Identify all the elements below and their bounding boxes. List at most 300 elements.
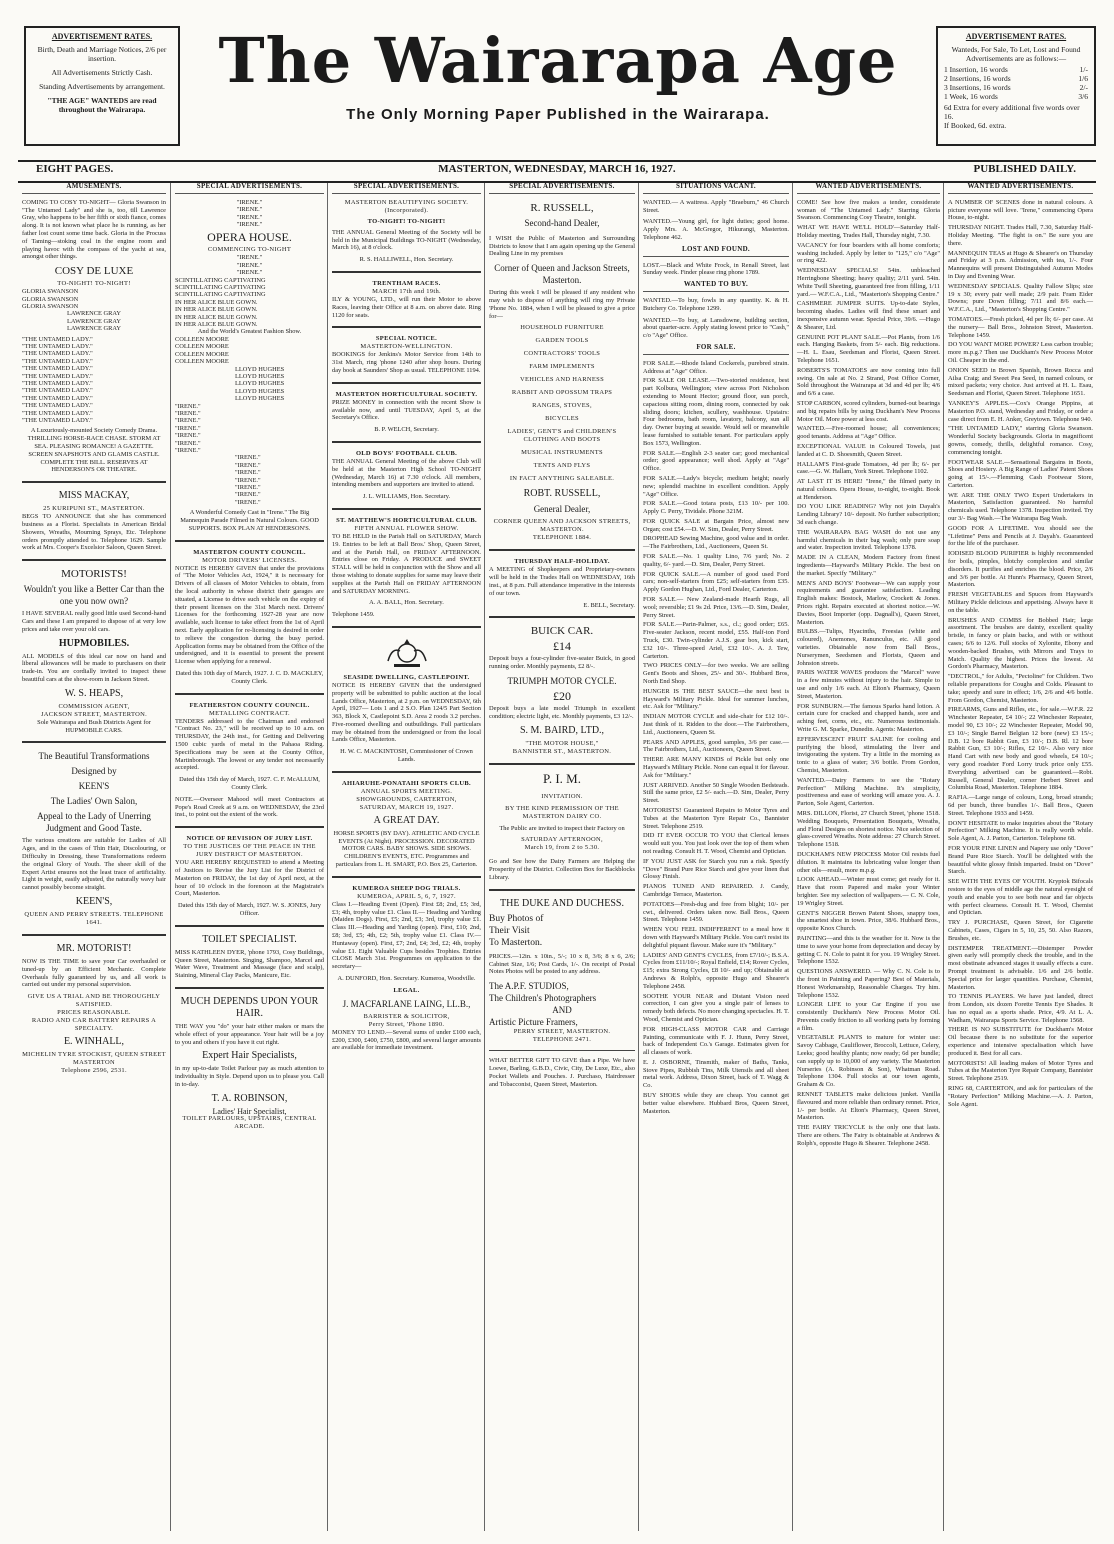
colleen-line: COLLEEN MOORE [175,335,229,343]
wanted-item: TOMATOES.—Fresh picked, 4d per lb; 6/- per case. At the nursery— Ball Bros., Johnston Street, Masterton. Telephone 1459. [948,315,1093,339]
thursday-heading: THURSDAY HALF-HOLIDAY. [514,558,610,566]
motorist2-body: NOW IS THE TIME to save your Car overhauled or tuned-up by an Efficient Mechanic. Complete Overhauls fully guaranteed by us, and all work is carried out under my personal supervision. [22,958,166,989]
wanted-item: "DECTROL," for Adults, "Pectoline" for Children. Two reliable preparations for Coughs and Colds. Pleasant to take; speedy and sure in effect; 1/6, 2/6 and 4/6 bottle. From Gordon, Chemist, Masterton. [948,673,1093,704]
heaps-sub: COMMISSION AGENT, [58,702,130,710]
licenses-body: NOTICE IS HEREBY GIVEN that under the provisions of "The Motor Vehicles Act, 1924," it is necessary for Drivers of all classes of Motor Vehicles to obtain, from the local authority in whose district their garages are situated, a License to drive such vehicle on the expiry of their present licenses on the 31st March next. Drivers' Licenses for the forthcoming 1927-28 year are now available, such license to take effect from the 1st of April next. Early application for re-licensing is desired in order to relieve the congestion during the busy period. Application forms may be obtained from the Office of the undersigned, and it is essential to present the present License when applying for a renewal. [175,564,324,666]
stmatthews-heading: ST. MATTHEW'S HORTICULTURAL CLUB. [336,516,477,524]
dairy-date: SATURDAY AFTERNOON, [521,836,603,844]
commencing: COMMENCING TO-NIGHT [207,246,292,254]
for-sale-item: PIANOS TUNED AND REPAIRED. J. Candy, Cambridge Terrace, Masterton. [643,883,789,898]
expert-heading: Expert Hair Specialists, [202,1050,297,1062]
heaps-address: JACKSON STREET, MASTERTON. [40,710,148,718]
for-sale-item: INDIAN MOTOR CYCLE and side-chair for £12 10/-. Just think of it. Ridden to the door.—The Fairbrothers, Ltd., Auctioneers, Queen St. [643,713,789,736]
metalling-body: TENDERS addressed to the Chairman and endorsed "Contract No. 23," will be received up to 10 a.m. on THURSDAY, the 24th inst., for Getting and Delivering 1500 cubic yards of metal in the Pahaoa Riding. Specifications may be seen at the County Office, Martinborough. The lowest or any tender not necessarily accepted. [175,717,324,772]
robinson-address: TOILET PARLOURS, UPSTAIRS, CENTRAL ARCADE. [182,1115,317,1131]
triumph-heading: TRIUMPH MOTOR CYCLE. [507,675,617,686]
hair-heading: MUCH DEPENDS UPON YOUR HAIR. [180,995,319,1019]
for-sale-item: FOR QUICK SALE at Bargain Price, almost new Organ; cost £54.—D. W. Sim, Dealer, Perry Street. [643,517,789,533]
jury-to: TO THE JUSTICES OF THE PEACE IN THE JURY DISTRICT OF MASTERTON. [183,843,316,859]
apf-line: The A.P.F. STUDIOS, [489,981,569,992]
licenses-date: Dated this 10th day of March, 1927. J. C. D. MACKLEY, County Clerk. [175,669,324,685]
wanted-item: MOTORISTS! All leading makes of Motor Tyres and Tubes at the Masterton Tyre Repair Company, Bannister Street. Telephone 2519. [948,1059,1093,1083]
keens-line: The Beautiful Transformations [38,751,150,762]
great-day: A GREAT DAY. [373,814,440,826]
wanted-item: EXCEPTIONAL VALUE in Coloured Towels, just landed at C. D. Shoesmith, Queen Street. [797,442,940,458]
keens-body: The various creations are suitable for Ladies of All Ages, and in the cases of Thin Hair, Discolouring, or Difficulty in Dressing, these Transformations redeem the original Glory of Youth. The sheer skill of the Expert Artist ensures not the least trace of artificiality. Light in weight, easily adjusted, the naturally wavy hair cannot possibly become straight. [22,837,166,892]
wanted-item: GOOD FOR A LIFETIME. You should see the "Lifetime" Pens and Pencils at J. Dayah's. Guaranteed for the life of the purchaser. [948,524,1093,548]
billing-line: "THE UNTAMED LADY." [22,394,93,402]
dairy-body2: Go and See how the Dairy Farmers are Helping the Prosperity of the District. Collection Box for Backblocks Library. [489,858,635,881]
lloyd-line: LLOYD HUGHES [235,380,285,388]
rate-row [944,65,1088,74]
for-sale-item: TWO PRICES ONLY—for two weeks. We are selling Gent's Boots and Shoes, 25/- and 30/-. Hubbard Bros, North End Shop. [643,662,789,686]
wanted-item: FRESH VEGETABLES and Spuces from Hayward's Military Pickle delicious and appetising. Always have it on the table. [948,591,1093,614]
for-sale-item: FOR HIGH-CLASS MOTOR CAR and Carriage Painting, communicate with F. J. Hunn, Perry Street, back of Independent Co.'s Garage. Estimates given for all classes of work. [643,1025,789,1057]
wanted-item: WHAT WE HAVE WE'LL HOLD'—Saturday Half-Holiday meeting, Trades Hall, Thursday night, 7.30. [797,224,940,239]
opera-house: OPERA HOUSE. [207,230,292,245]
cosy-intro: COMING TO COSY TO-NIGHT— Gloria Swanson in "The Untamed Lady" and she is, too, till Lawrence Gray, who happens to be her fifth or sixth fiance, comes along. It is not known what place he is running, as her father lost count some time back. Gloria in the Procuss of Taming—stoking coal in the engine room and playing havoc with the compass of the yacht at sea, amongst other things. [22,198,166,261]
hupmobiles-heading: HUPMOBILES. [58,637,130,649]
football-heading: OLD BOYS' FOOTBALL CLUB. [355,449,458,457]
billing-line: GLORIA SWANSON [22,302,79,310]
wanted-item: RAFIA.—Large range of colours, Long, broad strands; 6d per bunch, three bundles 1/-. Ball Bros., Queen Street. Telephone 1933 and 1459. [948,794,1093,817]
for-sale-item: BUY SHOES while they are cheap. You cannot get better value elsewhere. Hubbard Bros, Queen Street, Masterton. [643,1092,789,1115]
winhall-sub: MICHELIN TYRE STOCKIST, QUEEN STREET MASTERTON [22,1051,166,1067]
buick-price: £14 [553,639,571,654]
wanted-item: WANTED.—Five-roomed house; all conveniences; good tenants. Address at "Age" Office. [797,425,940,441]
wanted-item: PAINTING—and this is the weather for it. Now is the time to save your home from depreciation and decay by getting C. N. Cole to paint it for you. 19 Wrigley Street. Telephone 1532. [797,934,940,966]
dateline [18,163,1096,181]
worlds-line: And the World's Greatest Fashion Show. [197,328,302,336]
seaside-body: NOTICE IS HEREBY GIVEN that the undersigned property will be submitted to public auction at the local Lands Office, Masterton, at 2 p.m. on WEDNESDAY, 6th April, 1927— Lots 1 and 2 S.O. Plan 124/5 Part Section 363, Block X, Castlepoint S.D. Area 2 roods 3.2 perches. Five-roomed dwelling and outbuildings. Full particulars may be obtained from the undersigned or from the local Lands Office, Masterton. [332,681,481,744]
horticultural-signature: B. P. WELCH, Secretary. [374,426,439,434]
billing-line: "THE UNTAMED LADY." [22,372,93,380]
keens-address: QUEEN AND PERRY STREETS. TELEPHONE 1641. [24,911,164,926]
dealer-item: RANGES, STOVES, [532,402,592,410]
lost-found-heading: LOST AND FOUND. [643,246,789,257]
billing-line: "THE UNTAMED LADY." [22,365,93,373]
irene-line: "IRENE." [236,269,263,277]
wanted-item: WANTED.—Dairy Farmers to see the "Rotary Perfection" Milking Machine. It's simplicity, positiveness and ease of working will amaze you. A. J. Parton, Sole Agent, Carterton. [797,776,940,808]
horticultural-heading: MASTERTON HORTICULTURAL SOCIETY. [335,390,478,398]
for-sale-item: FOR SALE.—English 2-3 seater car; good mechanical order; good appearance; well shod. Apply at "Age" Office. [643,449,789,473]
for-sale-item: FOR SALE OR LEASE.—Two-storied residence, best part Kolbura, Wellington; view across Port Nicholson extending to Mount Hector; ground floor, sun porch, capacious sitting room, dining room, connected by oak sliding doors; kitchen, scullery, washhouse. Upstairs: Four bedrooms, bath room, lavatory, balcony, sun all day. Owner buying at seaside. Would sell or meanwhile lease furnished to suitable tenant. For particulars apply Box 1573, Wellington. [643,377,789,447]
rates-intro: Wanteds, For Sale, To Let, Lost and Found Advertisements are as follows:— [951,45,1081,63]
wanted-item: GENT'S NIGGER Brown Patent Shoes, snappy toes, the smartest shoe in town. Price, 38/6. Hubbard Bros., opposite Knox Church. [797,909,940,933]
for-sale-item: WHEN YOU FEEL INDIFFERENT to a meal how it down with Hayward's Military Pickle. You can't resist its delightful piquant flavour. Make sure it's "Military." [643,926,789,949]
for-sale-item: FOR SALE.—No. 1 quality Lino, 7/6 yard; No. 2 quality, 6/- yard.—D. Sim, Dealer, Perry Street. [643,553,789,568]
billing-line: LAWRENCE GRAY [66,325,122,333]
beautifying-body: THE ANNUAL General Meeting of the Society will be held in the Municipal Buildings TO-NIGHT (Wednesday, March 16), at 8 o'clock. [332,228,481,252]
wanted-item: BULBS.—Tulips, Hyacinths, Freesias (white and coloured), Anemones, Ranunculus, etc. All good varieties. Obtainable now from Ball Bros., Nurserymen, Seedsmen and Florists, Queen and Johnston streets. [797,628,940,667]
dairy-time: March 19, from 2 to 5.30. [524,844,600,852]
blue-gown-line: IN HER ALICE BLUE GOWN. [175,321,258,329]
irene-line: "IRENE." [175,432,201,440]
toilet-heading: TOILET SPECIALIST. [202,933,297,945]
columns [18,183,1096,1531]
dealer-item: LADIES', GENT'S and CHILDREN'S CLOTHING AND BOOTS [507,428,617,444]
billing-line: LAWRENCE GRAY [66,310,122,318]
wanted-item: TRY J. PURCHASE, Queen Street, for Cigarette Cabinets, Cases, Cigars in 5, 10, 25, 50. Also Razors, Brushes, etc. [948,919,1093,942]
for-sale-item: FOR SALE.—Lady's bicycle; medium height; nearly new; splendid machine in excellent condition. Apply "Age" Office. [643,474,789,498]
special-notice-heading: SPECIAL NOTICE. [375,335,438,343]
for-sale-item: E. J. OSBORNE, Tinsmith, maker of Baths, Tanks, Stove Pipes, Rubbish Tins, Milk Utensils and all sheet metal work. Address, Dixon Street, back of T. Wagg & Co. [643,1058,789,1090]
dealer-item: GARDEN TOOLS [535,337,589,345]
flower-show-telephone: Telephone 1459. [332,611,375,619]
keens-line: KEEN'S [78,781,110,792]
beautifying-heading: MASTERTON BEAUTIFYING SOCIETY. (Incorporated). [344,198,469,214]
column-wanted-advertisements-2 [943,183,1097,1531]
billing-line: GLORIA SWANSON [22,295,79,303]
trentham-body: ILY & YOUNG, LTD., will run their Motor to above Races, leaving their Office at 8 a.m. on above date. Ring 1120 for seats. [332,295,481,319]
trentham-dates: MARCH 17th and 19th. [372,287,441,295]
colleen-line: COLLEEN MOORE [175,350,229,358]
wanted-item: LONGER LIFE to your Car Engine if you use consistently Duckham's New Process Motor Oil. Prevents costly friction to all working parts by forming a film. [797,1001,940,1032]
blue-gown-line: IN HER ALICE BLUE GOWN. [175,306,258,314]
wanted-item: QUESTIONS ANSWERED. — Why C. N. Cole is to the front in Painting and Papering? Best of Materials, Honest Workmanship, Reasonable Charges. Try him. Telephone 1532. [797,968,940,999]
scintillating-line: SCINTILLATING CAPTIVATING [175,284,266,292]
buy-line: Their Visit [489,925,530,936]
lloyd-line: LLOYD HUGHES [235,387,285,395]
baird-address: BANNISTER ST., MASTERTON. [512,747,612,755]
for-sale-item: JUST ARRIVED. Another 50 Single Wooden Bedsteads. Still the same price, £2 5/- each.—D. Sim, Dealer, Perry Street. [643,781,789,805]
for-sale-item: PEARS AND APPLES, good samples, 3/6 per case.—The Fairbrothers, Ltd., Auctioneers, Queen Street. [643,738,789,754]
metalling-date: Dated this 15th day of March, 1927. C. F. McALLUM, County Clerk. [179,776,320,791]
column-special-advertisements-2 [327,183,485,1531]
lloyd-line: LLOYD HUGHES [235,395,285,403]
russell-body2: During this week I will be pleased if any resident who may wish to dispose of anything will ring my Private 'Phone No. 1884, when I will be pleased to give a price for— [489,289,635,320]
buy-photos [489,913,635,949]
irene-line: "IRENE." [235,484,261,492]
dealer-item: FARM IMPLEMENTS [529,363,595,371]
flower-show-heading: FIFTH ANNUAL FLOWER SHOW. [354,524,459,532]
wanted-item: EFFERVESCENT FRUIT SALINE for cooling and purifying the blood, stimulating the liver and invigorating the system. Try a little in the morning as tonic to a glass of water; 3/6 bottle. From Gordon, Chemist, Masterton. [797,735,940,774]
page-count: EIGHT PAGES. [36,163,114,175]
for-sale-item: LADIES' AND GENT'S CYCLES, from £7/10/-; B.S.A. Cycles from £11/10/-; Royal Enfield, £14; Rover Cycles, £15; extra Strong Cycles, £8 10/- and up; Obtainable at Andrews & Rolph's, opposite Hugo and Shearer's Telephone 2458. [643,951,789,990]
for-sale-item: THERE ARE MANY KINDS of Pickle but only one Hayward's Military Pickle. None can equal it for flavour. Ask for "Military." [643,756,789,779]
for-sale-item: FOR SALE.—Good totara posts, £13 10/- per 100. Apply C. Perry, Tividale. Phone 321M. [643,500,789,516]
heaps-name: W. S. HEAPS, [64,687,124,699]
blue-gown-line: IN HER ALICE BLUE GOWN. [175,298,258,306]
pipe-ad: WHAT BETTER GIFT TO GIVE than a Pipe. We have Loewe, Barling, G.B.D., Civic, City, De Luxe, Etc., also Pocket Wallets and Pouches. J. Purchaso, Hairdresser and Tobacconist, Queen Street, Masterton. [489,1057,635,1088]
advertisement-rates-box-right [936,26,1096,146]
irene-line: "IRENE." [235,469,261,477]
column-heading: AMUSEMENTS. [22,183,166,194]
billing-line: "THE UNTAMED LADY." [22,387,93,395]
mackay-title: MISS MACKAY, [58,490,130,502]
rate-label: 2 Insertions, 16 words [944,74,1011,83]
russell-sub: Second-hand Dealer, [524,217,600,228]
wanted-item: DISTEMPER TREATMENT.—Distemper Powder given early will promptly check the trouble, and in the most obstinate advanced stages it usually effects a cure. Prompt treatment is advisable. 1/6 and 2/6 bottle. Special price for larger quantities. Purchase, Chemist, Masterton. [948,944,1093,991]
for-sale-item: HUNGER IS THE BEST SAUCE—the next best is Hayward's Military Pickle. Ideal for summer lunches, etc. Ask for "Military." [643,687,789,711]
thursday-body: A MEETING of Shopkeepers and Proprietary-owners will be held in the Trades Hall on WEDNESDAY, 16th inst., at 8 p.m. Full attendance imperative in the interests of our town. [489,566,635,597]
dairy-permission: BY THE KIND PERMISSION OF THE MASTERTON DAIRY CO. [505,804,619,820]
wanted-item: ROBERTS'S TOMATOES are now coming into full swing. On sale at No. 2 Strand, Post Office Corner, Sold throughout the Wairarapa at 3d and 4d per lb; 4/6 and 6/6 a case. [797,366,940,398]
dealer-item: TENTS AND FLYS [533,462,591,470]
wanted-item: VACANCY for four boarders with all home comforts; washing included. Apply by letter to "125," c/o "Age" or ring 422. [797,241,940,265]
duke-prices: PRICES.—12in. x 10in., 5/-; 10 x 8, 3/6; 8 x 6, 2/6; Cabinet Size, 1/6; Post Cards, 1/-. On receipt of Postal Notes Photos will be posted to any address. [489,952,635,976]
column-heading: WANTED ADVERTISEMENTS. [797,183,940,194]
column-heading: SPECIAL ADVERTISEMENTS. [175,183,324,194]
column-special-advertisements-3 [484,183,639,1531]
newspaper-subtitle: The Only Morning Paper Published in the Wairarapa. [346,106,770,123]
robt-telephone: TELEPHONE 1884. [532,534,592,542]
billing-line: "THE UNTAMED LADY." [22,417,93,425]
wanted-item: DON'T HESITATE to make inquiries about the "Rotary Perfection" Milking Machine. It is really worth while. Sole Agent, A. J. Parton, Carterton. Telephone 68. [948,819,1093,843]
apf-telephone: TELEPHONE 2471. [532,1036,592,1044]
billing-line: "THE UNTAMED LADY." [22,409,93,417]
for-sale-item: FOR QUICK SALE.—A number of good used Ford cars; non-self-starters from £25; self-starters from £35. Apply Gordon Hughan, Ltd., Ford Dealer, Carterton. [643,570,789,594]
wanted-item: MEN'S AND BOYS' Footwear—We can supply your requirements and guarantee satisfaction. Leading English makes: Bostock, Marlow, Crockett & Jones. Prices right. Repairs executed at shortest notice.—W. Davies, Boot Importer (opp. Dagnall's), Queen Street, Masterton. [797,579,940,626]
legal-heading: LEGAL. [393,986,420,994]
wanted-item: MADE IN A CLEAN, Modern Factory from finest ingredients—Hayward's Military Pickle. The best on the market. Specify "Military." [797,554,940,577]
rate-price: 2/- [1079,83,1088,92]
buy-item: WANTED.—To buy, fowls in any quantity. K. & H. Butchery Co. Telephone 1299. [643,296,789,312]
wanted-item: FOR SUNBURN.—The famous Sparks hand lotion. A certain cure for cracked and chapped hands, sore and aching feet, corns, etc., etc. Numerous testimonials. Write G. M. Sparke, Dunedin. Agents: Masterton. [797,702,940,733]
irene-line: "IRENE." [235,491,261,499]
better-car-body: I HAVE SEVERAL really good little used Second-hand Cars and these I am prepared to dispose of at very low prices and take over your old cars. [22,610,166,633]
rate-row [944,83,1088,92]
for-sale-item: IF YOU JUST ASK for Starch you run a risk. Specify "Dove" Brand Pure Rice Starch and give your linen that Glossy Finish. [643,857,789,881]
wanted-item: GENUINE POT PLANT SALE.—Pot Plants, from 1/6 each. Hanging Baskets, from 5/- each. Big reductions. —H. L. Esau, Seedsman and Florist, Queen Street. Telephone 1651. [797,333,940,364]
lost-item: LOST.—Black and White Frock, in Renall Street, last Sunday week. Finder please ring phone 1789. [643,261,789,277]
irene-line: "IRENE." [235,461,261,469]
wanted-item: MANNEQUIN TEAS at Hugo & Shearer's on Thursday and Friday at 3 p.m. Admission, with tea, 1/-. Four Mannequins will present Distinguished Autumn Modes in Day and Evening Wear. [948,249,1093,280]
rate-label: 1 Insertion, 16 words [944,65,1008,74]
wanted-item: A NUMBER OF SCENES done in natural colours. A picture everyone will love. "Irene," commencing Opera House, to-night. [948,198,1093,222]
ahiaruhe-sub: ANNUAL SPORTS MEETING. [360,787,453,795]
keens-line: Designed by [71,766,117,777]
buy-item: WANTED.—To buy, at Lansdowne, building section, about quarter-acre. Apply stating lowest price to "Cash," c/o "Age" Office. [643,316,789,340]
irene-line: "IRENE." [235,498,261,506]
ahiaruhe-date: SATURDAY, MARCH 19, 1927. [359,803,454,811]
irene-line: "IRENE." [236,261,263,269]
rates-heading: ADVERTISEMENT RATES. [965,32,1067,41]
buick-heading: BUICK CAR. [530,625,594,638]
robinson-name: T. A. ROBINSON, [211,1092,288,1104]
prices: PRICES REASONABLE. [57,1009,131,1017]
rates-line: All Advertisements Strictly Cash. [51,68,153,77]
kumeroa-heading: KUMEROA SHEEP DOG TRIALS. [352,884,461,892]
keens-name: KEEN'S, [75,896,113,907]
dealer-item: BICYCLES [545,415,579,423]
blue-gown-line: IN HER ALICE BLUE GOWN. [175,313,258,321]
column-heading: SPECIAL ADVERTISEMENTS. [332,183,481,194]
dealer-item: HOUSEHOLD FURNITURE [520,324,604,332]
hair-body: THE WAY you "do" your hair either makes or mars the whole effect of your appearance. Your hair will be a joy to you and others if you have it cut right. [175,1022,324,1046]
irene-line: "IRENE." [175,409,201,417]
wanted-item: AT LAST IT IS HERE! "Irene," the filmed party in natural colours. Opera House, to-night, to-night. Book at Henderson. [797,478,940,501]
rates-line: Standing Advertisements by arrangement. [39,82,165,91]
rates-line: "THE AGE" WANTEDS are read throughout the Wairarapa. [47,96,157,114]
irene-line: "IRENE." [236,213,263,221]
irene-line: "IRENE." [175,439,201,447]
heaps-agent: Sole Wairarapa and Bush Districts Agent for HUPMOBILE CARS. [37,718,151,734]
cosy-name: COSY DE LUXE [54,265,134,278]
wanted-item: TO TENNIS PLAYERS. We have just landed, direct from London, six dozen Forette Tennis Eye Shades. It has no equal as a sports shade. Price, 4/9. At L. A. Wadham, Wairarapa Sports Service. Telephone 1568. [948,993,1093,1024]
trentham-heading: TRENTHAM RACES. [372,279,441,287]
wanted-item: COME! See how five makes a tender, considerate woman of "The Untamed Lady." Starring Gloria Swanson. Commencing Cosy Theatre, tonight. [797,198,940,222]
irene-line: "IRENE." [175,424,201,432]
for-sale-item: DID IT EVER OCCUR TO YOU that Clerical lenses would suit you. You just look over the top of them when not reading. Consult H. T. Wood, Chemist and Optician. [643,832,789,855]
rates-extra: 6d Extra for every additional five words over 16. [944,103,1080,121]
rate-rows [944,65,1088,101]
apf-studios [489,980,635,1028]
buy-line: To Masterton. [489,937,543,948]
wanted-item: DO YOU LIKE READING? Why not join Dayah's Lending Library? 10/- deposit. No further subscription; 3d each change. [797,503,940,527]
for-sale-item: FOR SALE.—Rhode Island Cockerels, purebred strain. Address at "Age" Office. [643,359,789,375]
wanted-item: FOR YOUR FINE LINEN and Napery use only "Dove" Brand Pure Rice Starch. You'll be delighted with the beautiful white glossy finish imparted. Insist on "Dove" Starch. [948,844,1093,876]
wanted-item: HALLAM'S First-grade Tomatoes, 4d per lb; 6/- per case.—G. W. Hallam, York Street. Telephone 1102. [797,460,940,476]
lloyd-line: LLOYD HUGHES [235,372,285,380]
issue-date: MASTERTON, WEDNESDAY, MARCH 16, 1927. [438,163,676,175]
rate-label: 1 Week, 16 words [944,92,998,101]
ahiaruhe-ground: SHOWGROUNDS, CARTERTON, [356,795,457,803]
advertisement-rates-box-left [24,26,180,146]
wanted-item: SEE WITH THE EYES OF YOUTH. Kryptok Bifocals restore to the eyes of middle age the natural eyesight of youth and enable you to see both near and far objects with perfect clearness. Consult H. T. Wood, Chemist and Optician. [948,878,1093,917]
wanted-item: RING 68, CARTERTON, and ask for particulars of the "Rotary Perfection" Milking Machine.—A. J. Parton, Sole Agent. [948,1085,1093,1108]
keens-line: The Ladies' Own Salon, [50,796,138,807]
laing-sub: BARRISTER & SOLICITOR, [363,1012,450,1020]
wanted-item: DO YOU WANT MORE POWER? Less carbon trouble; more m.p.g.? Then use Duckham's New Process Motor Oil. Cheaper in the end. [948,341,1093,364]
council-heading: MASTERTON COUNTY COUNCIL. [193,548,306,556]
robt-sub: General Dealer, [533,504,591,515]
billing-line: "THE UNTAMED LADY." [22,357,93,365]
column-heading: SPECIAL ADVERTISEMENTS. [489,183,635,194]
buy-line: Buy Photos of [489,913,544,924]
triumph-price: £20 [553,688,571,703]
wanted-item: LOOK AHEAD.—Winter must come; get ready for it. Have that room Papered and make your Winter brighter. See my selection of wallpapers.— C. N. Cole, 19 Wrigley Street. [797,876,940,907]
wanted-item: THE WAIRARAPA BAG WASH do not use any harmful chemicals in their bag wash; only pure soap and water. Inspection invited. Telephone 1378. [797,528,940,552]
wanted-item: RENNET TABLETS make delicious junket. Vanilla flavoured and more reliable than ordinary rennet. Price, 1/- per bottle. At Elton's Pharmacy, Queen Street, Masterton. [797,1091,940,1122]
buick-body: Deposit buys a four-cylinder five-seater Buick, in good running order. Monthly payments, £2 8/-. [489,655,635,671]
rates-line: Birth, Death and Marriage Notices, 2/6 per insertion. [37,45,167,63]
wanted-item: THE FAIRY TRICYCLE is the only one that lasts. There are others. The Fairy is obtainable at Andrews & Rolph's, opposite Hugo & Shearer. Telephone 2458. [797,1124,940,1147]
scintillating-line: SCINTILLATING CAPTIVATING [175,276,266,284]
irene-comedy: A Wonderful Comedy Cast in "Irene." The Big Mannequin Parade Filmed in Natural Colours. GOOD SUPPORTS. BOX PLAN AT HENDERSON'S. [180,509,319,532]
irene-line: "IRENE." [175,402,201,410]
kumeroa-date: KUMEROA, APRIL 5, 6, 7, 1927. [357,892,456,900]
sale-items [643,360,789,1116]
seaside-signature: H. W. C. MACKINTOSH, Commissioner of Crown Lands. [340,748,473,764]
wanted-item: YANKEY'S APPLES.—Cox's Orange Pippins, at Masterton P.O. stand, Wednesday and Friday, or order a case direct from E. H. Anker, Greytown. Telephone 940. [948,399,1093,423]
col7-items [948,199,1093,1109]
licenses-heading: MOTOR DRIVERS' LICENSES. [202,556,297,564]
irene-line: "IRENE." [236,206,263,214]
royal-crest-icon [382,635,432,671]
mackay-body: BEGS TO ANNOUNCE that she has commenced business as a Florist. Specialists in American Bridal Showers, Wreaths, Mourning Sprays, Etc. Telephone orders promptly attended to. Telephone 1629. Sample work at Mrs. Cooper's Excelsior Saloon, Queen Street. [22,513,166,552]
wanted-item: VEGETABLE PLANTS to mature for winter use: Savoy Cabbage, Cauliflower, Broccoli, Lettuce, Celery, Leeks; good healthy plants; now ready; 6d per bundle; can supply up to 10,000 of any variety. The Masterton Nurseries (A. Robinson & Son), Whatman Road. Telephone 1304. Full stocks at our town agents, Graham & Co. [797,1034,940,1089]
for-sale-item: DROPHEAD Sewing Machine, good value and in order.—The Fairbrothers, Ltd., Auctioneers, Queen St. [643,535,789,551]
radio: RADIO AND CAR BATTERY REPAIRS A SPECIALTY. [31,1017,157,1033]
kumeroa-signature: A. DUNFORD, Hon. Secretary. Kumeroa, Woodville. [337,975,476,983]
billing-line: "THE UNTAMED LADY." [22,335,93,343]
published-daily: PUBLISHED DAILY. [973,163,1076,175]
winhall-name: E. WINHALL, [63,1036,125,1048]
column-wanted-advertisements-1 [792,183,944,1531]
invitation-heading: INVITATION. [541,792,583,800]
better-car: Wouldn't you like a Better Car than the one you now own? [23,584,165,607]
featherston-heading: FEATHERSTON COUNTY COUNCIL. [189,701,310,709]
colleen-line: COLLEEN MOORE [175,358,229,366]
metalling-heading: METALLING CONTRACT. [209,709,290,717]
billing-line: GLORIA SWANSON [22,288,79,296]
column-special-advertisements-1 [170,183,328,1531]
dealer-item: CONTRACTORS' TOOLS [523,350,601,358]
wanted-item: BRUSHES AND COMBS for Bobbed Hair; large assortment. The brushes are dainty, excellent quality bristle, in fancy or plain backs, and with or without cases; 6/6 to 12/6. Full stocks of Xylonite, Ebony and wooden-backed Brushes, with Mirrors and Trays to Match. Quality the highest. Prices the lowest. At Gordon's Pharmacy, Masterton. [948,616,1093,671]
horticultural-body: PRIZE MONEY in connection with the recent Show is available now, and until TUESDAY, April 5, at the Secretary's Office. [332,398,481,422]
russell-corner: Corner of Queen and Jackson Streets, Masterton. [494,263,630,286]
dealer-item: VEHICLES AND HARNESS [519,376,604,384]
pim-heading: P. I. M. [543,770,581,786]
ahiaruhe-body: HORSE SPORTS (BY DAY). ATHLETIC AND CYCLE EVENTS (At Night). PROCESSION. DECORATED MOTOR CARS. BABY SHOWS. SIDE SHOWS. CHILDREN'S EVENTS, ETC. Programmes and particulars from L. H. SMART, P.O. Box 25, Carterton. [333,829,480,869]
wanted-item: WE ARE THE ONLY TWO Expert Undertakers in Masterton, Satisfaction guaranteed. No harmful chemicals used. Telephone 1378. Inspection invited. Try our 3/- Bag Wash.—The Wairarapa Bag Wash. [948,491,1093,523]
jury-body: YOU ARE HEREBY REQUESTED to attend a Meeting of Justices to Revise the Jury List for the District of Masterton on FRIDAY, the 1st day of April next, at the hour of 10 o'clock in the forenoon at the Magistrate's Court, Masterton. [175,859,324,898]
motorists-heading: MOTORISTS! [61,568,127,581]
situation-item: WANTED.— A waitress. Apply "Braeburn," 46 Church Street. [643,198,789,214]
ahiaruhe-heading: AHIARUHE-PONATAHI SPORTS CLUB. [342,779,471,787]
rate-price: 3/6 [1078,92,1088,101]
rate-label: 3 Insertions, 16 words [944,83,1011,92]
rate-row [944,92,1088,101]
laing-name: J. MACFARLANE LAING, LL.B., [342,998,471,1009]
billing-line: "THE UNTAMED LADY." [22,380,93,388]
baird-sub: "THE MOTOR HOUSE," [525,739,599,747]
billing-line: "THE UNTAMED LADY." [22,402,93,410]
wanted-item: DUCKHAM'S NEW PROCESS Motor Oil resists fuel dilution. It maintains its lubricating value longer than other oils—result, more m.p.g. [797,850,940,874]
expert-body: in my up-to-date Toilet Parlour pay as much attention to individuality in Style. Depend upon us to please you. Call in to-day. [175,1065,324,1088]
col6-items [797,199,940,1148]
thursday-signature: E. BELL, Secretary. [583,601,635,609]
cosy-tonight: TO-NIGHT! TO-NIGHT! [57,280,131,288]
apf-line: Artistic Picture Framers, [489,1017,578,1028]
russell-body: I WISH the Public of Masterton and Surrounding Districts to know that I am again opening up the General Dealing Line in my premises [489,234,635,258]
rate-row [944,74,1088,83]
rate-price: 1/6 [1078,74,1088,83]
wanted-item: ONION SEED in Brown Spanish, Brown Rocca and Ailsa Craig; and Sweet Pea Seed, in named colours, or mixed packets; very choice. Just arrived at H. L. Esau, Seedsman and Florist, Queen Street. Telephone 1651. [948,366,1093,398]
billing-line: "THE UNTAMED LADY." [22,350,93,358]
robt-address: CORNER QUEEN AND JACKSON STREETS, MASTERTON. [493,518,631,534]
apf-line: The Children's Photographers [489,993,597,1004]
billing-line: "THE UNTAMED LADY." [22,343,93,351]
duke-heading: THE DUKE AND DUCHESS. [500,897,624,909]
laing-address: Perry Street, 'Phone 1890. [368,1020,445,1028]
for-sale-item: SOOTHE YOUR NEAR and Distant Vision need correction, I can give you a single pair of lenses to remedy both defects. No more changing spectacles. H. T. Wood, Chemist and Optician. [643,992,789,1023]
for-sale-item: FOR SALE.—Parin-Palmer, s.s., cl.; good order; £65. Five-seater Jackson, recent model, £55. Half-ton Ford Truck, £30. Twin-cylinder A.J.S. gear box, kick start, £32 10/-. Three-speed Ariel, £32 10/-. A. J. Tew, Carterton. [643,621,789,660]
jury-date: Dated this 15th day of March, 1927. W. S. JONES, Jury Officer. [178,902,321,917]
dealer-item: RABBIT AND OPOSSUM TRAPS [511,389,613,397]
rates-heading: ADVERTISEMENT RATES. [51,32,153,41]
newspaper-title: The Wairarapa Age [218,24,898,97]
special-notice-body: BOOKINGS for Jenkins's Motor Service from 14th to 31st March, ring 'phone 1240 after shop hours. During day book at Saunders' Shop as usual. TELEPHONE 1194. [332,351,481,374]
metalling-note: NOTE.—Overseer Mahood will meet Contractors at Pope's Road Creek at 9 a.m. on WEDNESDAY, the 23rd inst., to point out the extent of the work. [175,795,324,819]
keens-line: Appeal to the Lady of Unerring Judgment and Good Taste. [37,811,151,834]
wanted-item: THERE IS NO SUBSTITUTE for Duckham's Motor Oil because there is no substitute for the superior experience and intensive specialisation which have produced it. Best for all cars. [948,1026,1093,1057]
wanted-item: WEDNESDAY SPECIALS! 54in. unbleached Herringbone Sheeting; heavy quality; 2/11 yard. 54in. White Twill Sheeting, guaranteed free from filling, 1/11 yard.— W.F.C.A., Ltd., "Masterton's Shopping Centre." [797,267,940,298]
wanted-item: WEDNESDAY SPECIALS. Quality Fallow Slips; size 19 x 30; every pair well made; 2/9 pair. Fram Eider Downs; pure Down filling; 7/11 and 8/6 each.—W.F.C.A., Ltd., "Masterton's Shopping Centre." [948,282,1093,314]
irene-line: "IRENE." [235,476,261,484]
flower-show-body: TO BE HELD in the Parish Hall on SATURDAY, March 19. Entries to be left at Ball Bros.' Shop, Queen Street, and at the Parish Hall, on FRIDAY AFTERNOON. Entries close on Friday. A PRODUCE and SWEET STALL will be held in conjunction with the Show and all those wishing to donate supplies for same may leave their supplies at the Parish Hall on FRIDAY AFTERNOON and SATURDAY MORNING. [332,532,481,595]
cosy-closing: A Luxuriously-mounted Society Comedy Drama. THRILLING HORSE-RACE CHASE. STORM AT SEA. PLEASING ROMANCE! A GAZETTE. SCREEN SNAPSHOTS AND GLAMIS CASTLE. COMPLETE THE BILL. RESERVES AT HENDERSON'S OR THEATRE. [27,427,161,474]
apf-address: PERRY STREET, MASTERTON. [513,1028,611,1036]
wanted-item: STOP CARBON, scored cylinders, burned-out bearings and big repairs bills by using Duckham's New Process Motor Oil. More power at less cost. [797,399,940,423]
situation-item: WANTED.—Young girl, for light duties; good home. Apply Mrs. A. McGregor, Hikurangi, Masterton. Telephone 462. [643,218,789,241]
toilet-body: MISS KATHLEEN DYER, 'phone 1793, Cosy Buildings, Queen Street, Masterton. Singing, Shampoo, Marcel and Water Wave, Treatment and Massage (face and scalp), Staining, Mineral Clay Packs, Manicure, Etc. [175,948,324,980]
for-sale-heading: FOR SALE. [643,344,789,355]
dairy-body: The Public are invited to inspect their Factory on [499,824,625,832]
wanted-item: MRS. DILLON, Florist, 27 Church Street, 'phone 1518. Wedding Bouquets, Presentation Bouquets, Wreaths, and Floral Designs on shortest notice. Nice selection of glass-covered Wreaths. Note address: 27 Church Street. Telephone 1518. [797,809,940,849]
lloyd-line: LLOYD HUGHES [235,365,285,373]
